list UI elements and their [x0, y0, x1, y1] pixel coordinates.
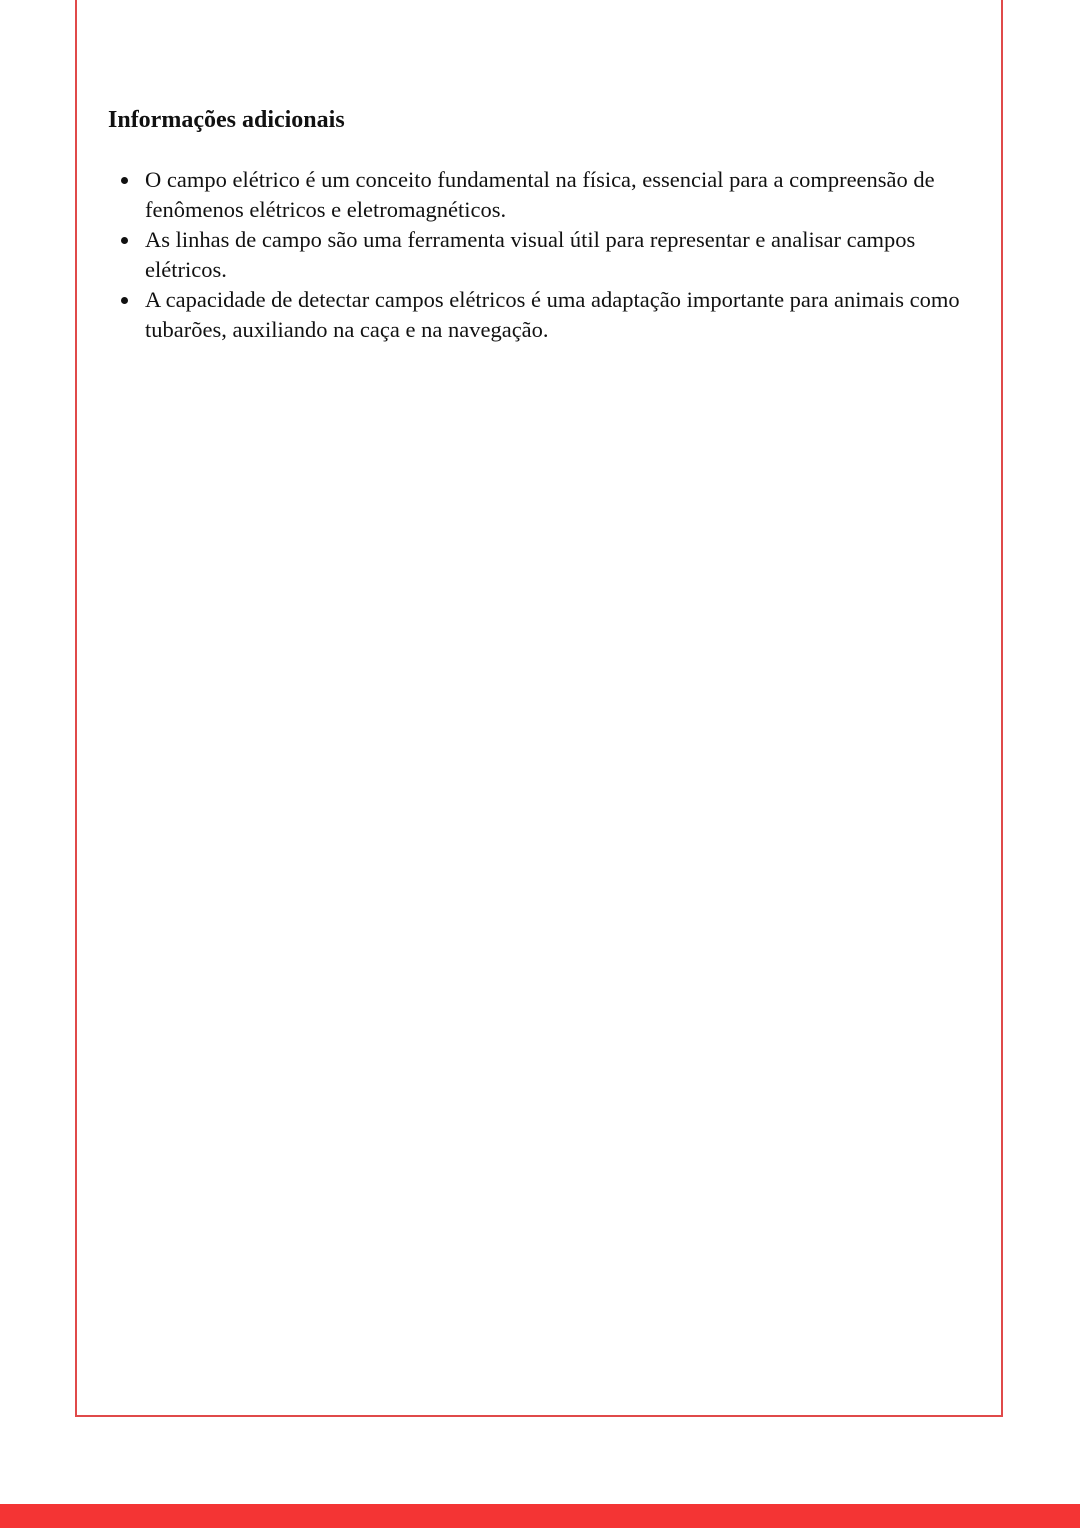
list-item-text: O campo elétrico é um conceito fundamental na física, essencial para a compreensão de fenômenos elétricos e eletromagnéticos.	[145, 167, 935, 222]
bullet-icon	[121, 237, 128, 244]
list-item	[108, 165, 978, 225]
bullet-icon	[121, 177, 128, 184]
list-item	[108, 285, 978, 345]
bullet-icon	[121, 297, 128, 304]
section-heading: Informações adicionais	[108, 107, 345, 133]
bullet-list	[108, 165, 978, 345]
list-item-text: A capacidade de detectar campos elétricos é uma adaptação importante para animais como tubarões, auxiliando na caça e na navegação.	[145, 287, 960, 342]
list-item-text: As linhas de campo são uma ferramenta visual útil para representar e analisar campos elétricos.	[145, 227, 916, 282]
footer-bar	[0, 1504, 1080, 1528]
list-item	[108, 225, 978, 285]
